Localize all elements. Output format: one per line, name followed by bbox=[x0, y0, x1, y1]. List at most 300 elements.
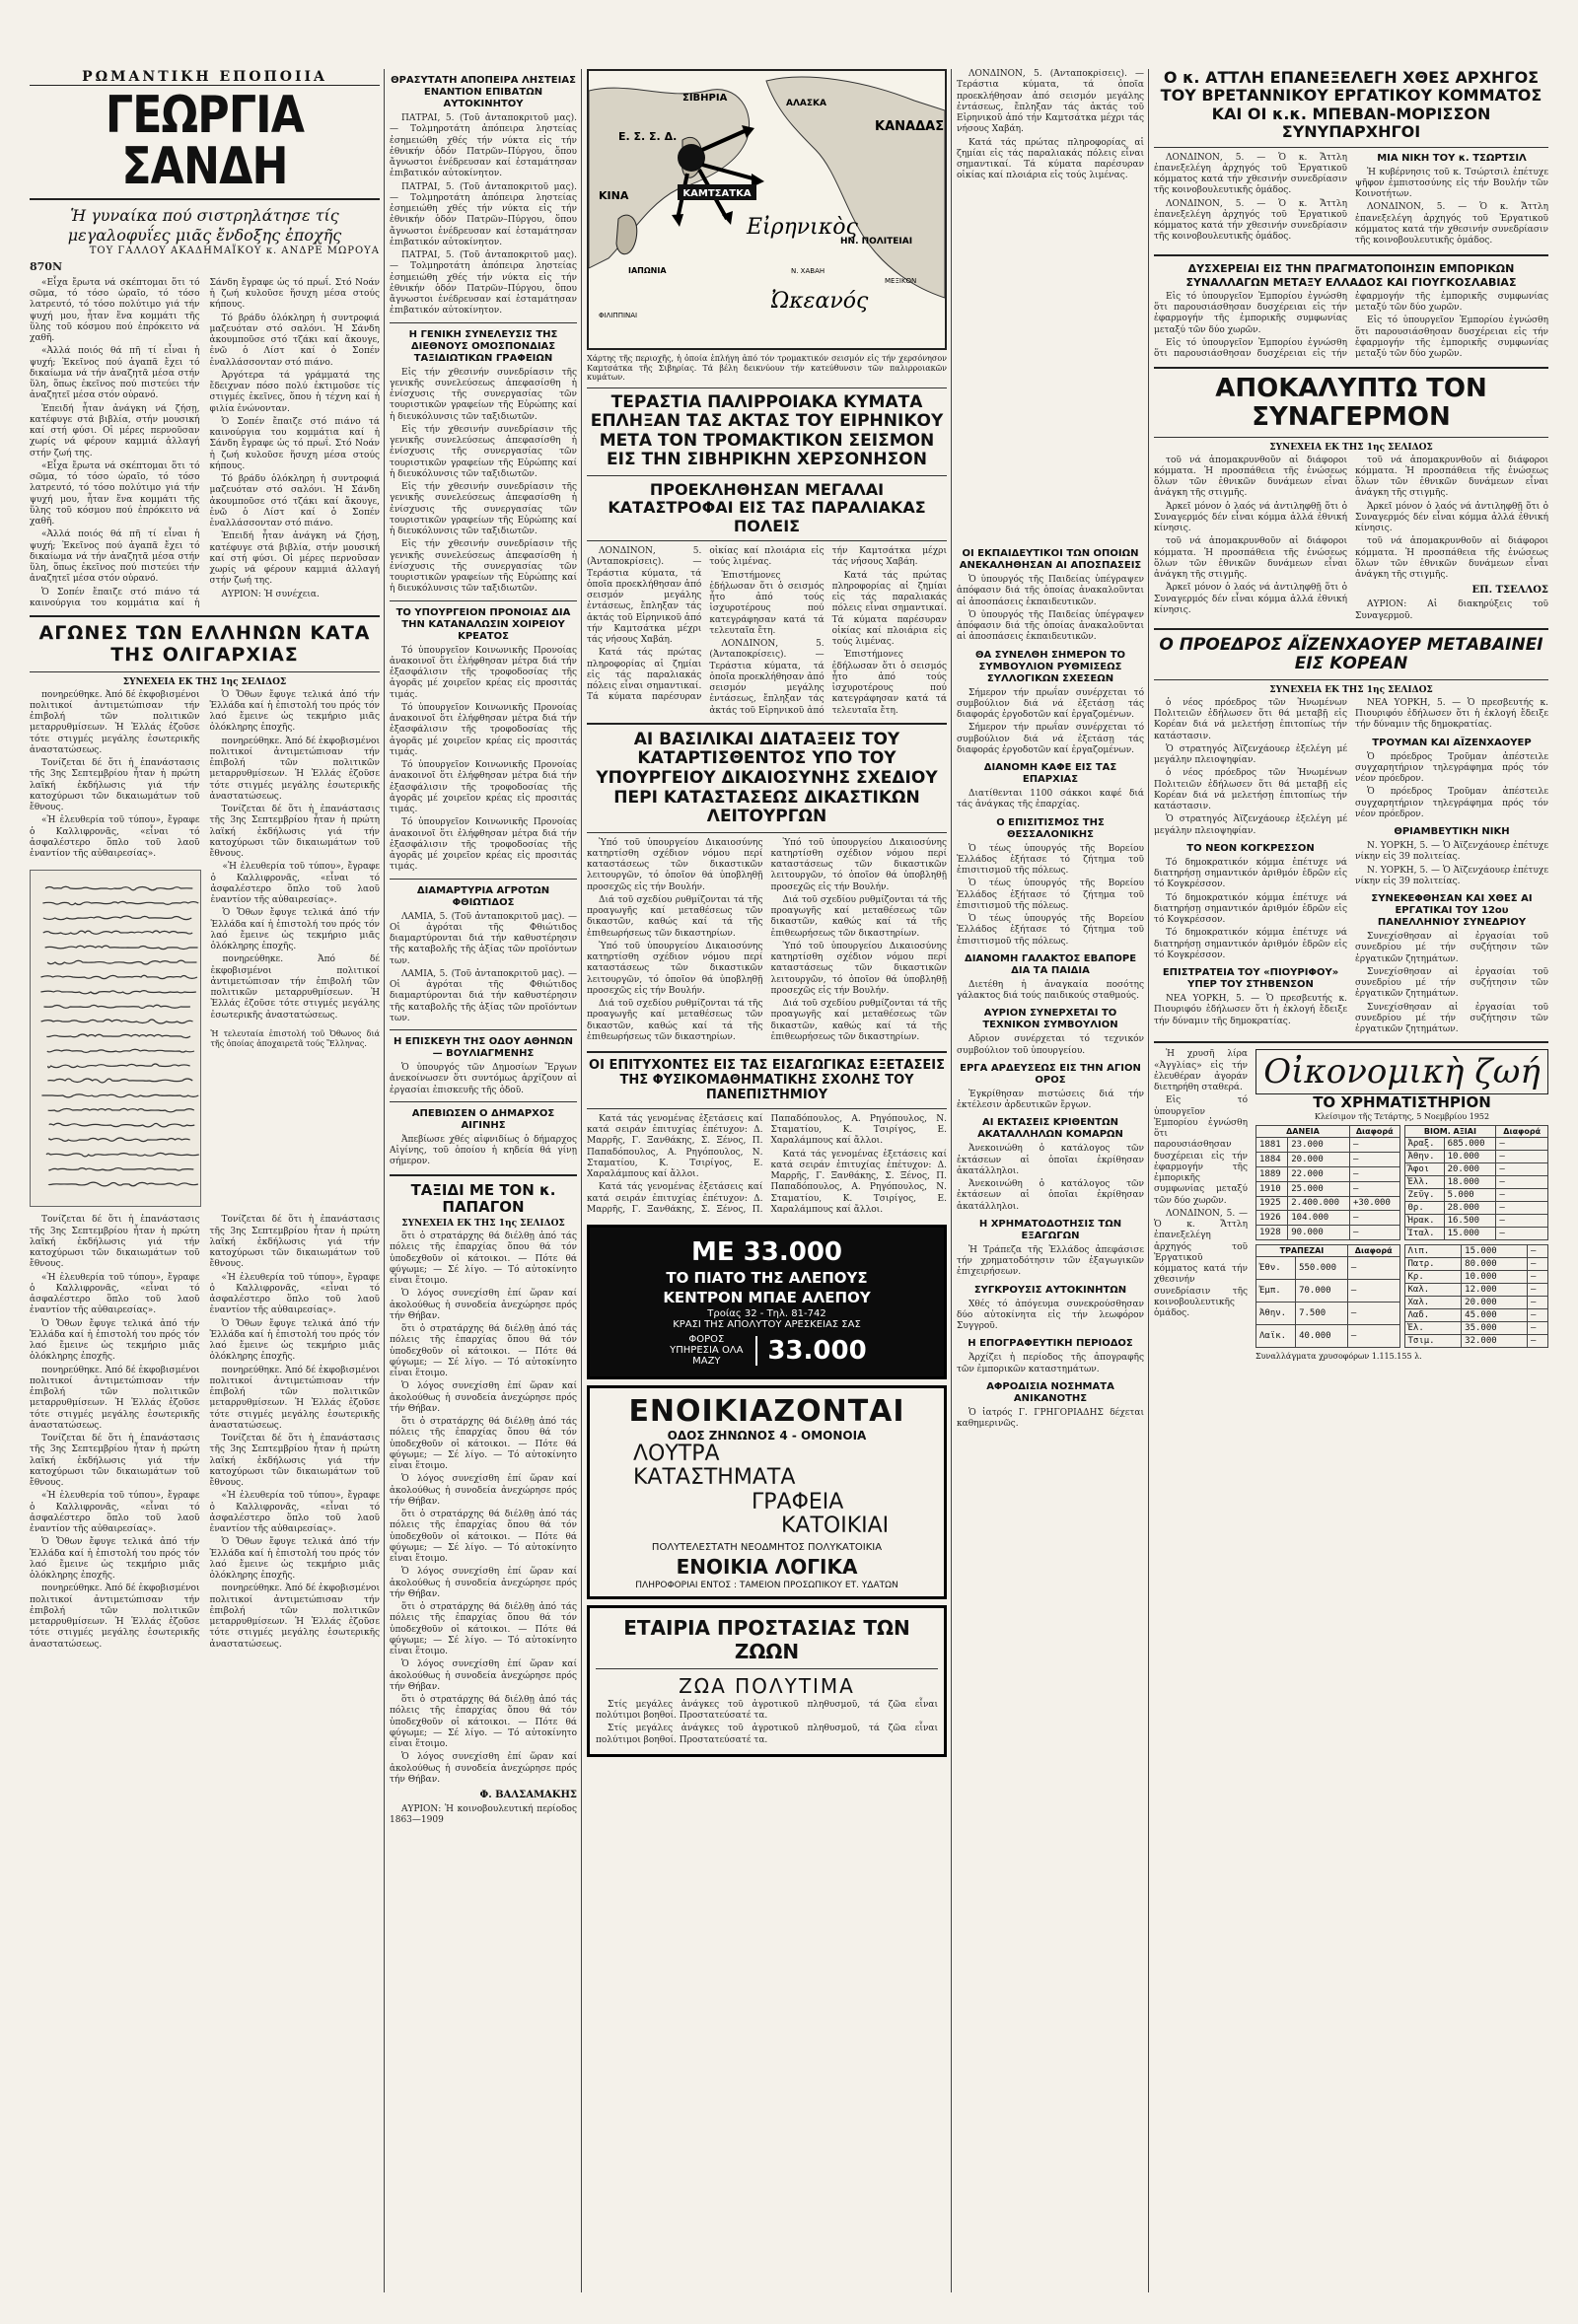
economy-tables bbox=[1255, 1125, 1548, 1240]
eisenhower-headline: Ο ΠΡΟΕΔΡΟΣ ΑΪΖΕΝΧΑΟΥΕΡ ΜΕΤΑΒΑΙΝΕΙ ΕΙΣ ΚΟΡΕΑΝ bbox=[1159, 634, 1543, 674]
bank-row bbox=[1256, 1303, 1400, 1325]
eisenhower-continued: ΣΥΝΕΧΕΙΑ ΕΚ ΤΗΣ 1ης ΣΕΛΙΔΟΣ bbox=[1269, 684, 1433, 695]
economy-section bbox=[1154, 1049, 1548, 1361]
facsimile-caption: Ἡ τελευταία ἐπιστολή τοῦ Ὀθωνος διά τῆς ὁποίας ἀποχαιρετᾶ τούς Ἕλληνας. bbox=[210, 1028, 380, 1048]
oligarchy-paragraph: Ὁ Ὄθων ἔφυγε τελικά ἀπό τήν Ἑλλάδα καί ἡ ἐπιστολή του πρός τόν λαό ἔμεινε ὡς τεκμήριο μιᾶς ὁλόκληρης ἐποχῆς. bbox=[209, 689, 380, 734]
share-cell: 35.000 bbox=[1462, 1322, 1528, 1335]
exams-text bbox=[587, 1114, 947, 1217]
share-cell: Θρ. bbox=[1404, 1202, 1444, 1215]
supply-headline: Ο ΕΠΙΣΙΤΙΣΜΟΣ ΤΗΣ ΘΕΣΣΑΛΟΝΙΚΗΣ bbox=[996, 816, 1105, 840]
alarm-paragraph: Ἀρκεῖ μόνον ὁ λαός νά ἀντιληφθῇ ὅτι ὁ Συναγερμός δέν εἶναι κόμμα ἀλλά ἐθνική κίνησις. bbox=[1154, 501, 1347, 533]
share-cell: — bbox=[1496, 1202, 1548, 1215]
coffee-headline: ΔΙΑΝΟΜΗ ΚΑΦΕ ΕΙΣ ΤΑΣ ΕΠΑΡΧΙΑΣ bbox=[983, 762, 1117, 785]
column-news-1 bbox=[390, 69, 577, 2292]
road-text: Ὁ ὑπουργός τῶν Δημοσίων Ἔργων ἀνεκοίνωσεν ὅτι συντόμως ἀρχίζουν αἱ ἐργασίαι ἐπισκευῆς τῆς ὁδοῦ. bbox=[390, 1063, 577, 1095]
serial-paragraph: Ὁ Σοπέν ἔπαιζε στό πιάνο τά καινούργια του κομμάτια καί ἡ Σάνδη ἔγραφε ὡς τό πρωΐ. Στό Νοάν ἡ ζωή κυλοῦσε ἥσυχη μέσα στούς κήπους. bbox=[30, 277, 380, 608]
share-row bbox=[1404, 1335, 1548, 1348]
pork-headline: ΤΟ ΥΠΟΥΡΓΕΙΟΝ ΠΡΟΝΟΙΑΣ ΔΙΑ ΤΗΝ ΚΑΤΑΝΑΛΩΣΙΝ ΧΟΙΡΕΙΟΥ ΚΡΕΑΤΟΣ bbox=[395, 606, 571, 642]
share-cell: 80.000 bbox=[1462, 1258, 1528, 1271]
serial-paragraph: «Εἶχα ἔρωτα νά σκέπτομαι ὅτι τό σῶμα, τό τόσο ὡραῖο, τό τόσο λατρευτό, τό τόσο πολύτιμο γιά τήν ψυχή μου, ἦταν ἕνα κομμάτι τῆς ὕλης τοῦ κόσμου πού ἐπρόκειτο νά χαθῆ. bbox=[30, 460, 200, 527]
bank-cell: 40.000 bbox=[1296, 1325, 1348, 1348]
share-cell: — bbox=[1527, 1271, 1547, 1284]
bank-cell: — bbox=[1347, 1280, 1399, 1303]
serial-paragraph: Ὁ Σοπέν ἔπαιζε στό πιάνο τά καινούργια του κομμάτια καί ἡ Σάνδη ἔγραφε ὡς τό πρωΐ. Στό Νοάν ἡ ζωή κυλοῦσε ἥσυχη μέσα στούς κήπους. bbox=[209, 416, 380, 471]
quake-paragraph: Ἐπιστήμονες ἐδήλωσαν ὅτι ὁ σεισμός ἦτο ἀπό τούς ἰσχυροτέρους πού κατεγράφησαν κατά τά τελευταῖα ἔτη. bbox=[831, 650, 947, 716]
handwriting-stroke bbox=[45, 887, 192, 891]
congress-text: Τό δημοκρατικόν κόμμα ἐπέτυχε νά διατηρήσῃ σημαντικόν ἀριθμόν ἑδρῶν εἰς τό Κογκρέσσον. bbox=[1154, 892, 1347, 926]
road-headline: Η ΕΠΙΣΚΕΥΗ ΤΗΣ ΟΔΟΥ ΑΘΗΝΩΝ — ΒΟΥΛΙΑΓΜΕΝΗΣ bbox=[393, 1036, 574, 1059]
share-cell: Καλ. bbox=[1404, 1284, 1462, 1297]
papagos-text: ὅτι ὁ στρατάρχης θά διέλθῃ ἀπό τάς πόλεις τῆς ἐπαρχίας ὅπου θά τόν ὑποδεχθοῦν οἱ κάτοικοι. — Πότε θά φύγωμε; — Σέ λίγο. — Τό αὐτοκίνητο εἶναι ἕτοιμο. bbox=[390, 1510, 577, 1564]
economy-box bbox=[1255, 1049, 1548, 1361]
serial-paragraph: Ἐπειδή ἦταν ἀνάγκη νά ζήσῃ, κατέφυγε στά βιβλία, στήν μουσική καί στή φύσι. Οἱ μέρες περνοῦσαν χωρίς νά φέρουν καμμιά ἀλλαγή στήν ζωή της. bbox=[30, 403, 200, 458]
share-row bbox=[1404, 1163, 1548, 1176]
churchill-headline: ΜΙΑ ΝΙΚΗ ΤΟΥ κ. ΤΣΩΡΤΣΙΛ bbox=[1377, 152, 1527, 164]
share-cell: — bbox=[1496, 1138, 1548, 1151]
share-cell: Λαδ. bbox=[1404, 1309, 1462, 1322]
council-headline: ΘΑ ΣΥΝΕΛΘΗ ΣΗΜΕΡΟΝ ΤΟ ΣΥΜΒΟΥΛΙΟΝ ΡΥΘΜΙΣΕΩΣ ΣΥΛΛΟΓΙΚΩΝ ΣΧΕΣΕΩΝ bbox=[974, 649, 1126, 684]
share-row bbox=[1404, 1215, 1548, 1228]
serial-title: ΓΕΩΡΓΙΑ ΣΑΝΔΗ bbox=[105, 86, 305, 196]
share-row bbox=[1404, 1258, 1548, 1271]
attlee-paragraph: ΛΟΝΔΙΝΟΝ, 5. — Ὁ κ. Ἄττλη ἐπανεξελέγη ἀρχηγός τοῦ Ἐργατικοῦ κόμματος κατά τήν χθεσινήν συνεδρίασιν τῆς κοινοβουλευτικῆς ὁμάδος. bbox=[1355, 202, 1548, 246]
shares-table bbox=[1404, 1125, 1549, 1240]
shares-header-diff: Διαφορά bbox=[1496, 1126, 1548, 1138]
handwriting-illustration bbox=[31, 871, 200, 1206]
divider bbox=[390, 1029, 577, 1030]
label-usa: ΗΝ. ΠΟΛΙΤΕΙΑΙ bbox=[840, 237, 913, 246]
congress-text: Τό δημοκρατικόν κόμμα ἐπέτυχε νά διατηρήσῃ σημαντικόν ἀριθμόν ἑδρῶν εἰς τό Κογκρέσσον. bbox=[1154, 857, 1347, 890]
loan-cell: 1926 bbox=[1256, 1211, 1288, 1226]
eisenhower-text bbox=[1154, 698, 1548, 1036]
share-cell: Ἰταλ. bbox=[1404, 1228, 1444, 1240]
robbery-text: ΠΑΤΡΑΙ, 5. (Τοῦ ἀνταποκριτοῦ μας). — Τολμηροτάτη ἀπόπειρα ληστείας ἐσημειώθη χθές τήν νύκτα εἰς τήν ἐθνικήν ὁδόν Πατρῶν–Πύργου, ὅπου ἄγνωστοι ἐνέδρευσαν καί ἐσταμάτησαν ἐπιβατικόν αὐτοκίνητον. bbox=[390, 181, 577, 247]
loan-cell: 1881 bbox=[1256, 1138, 1288, 1153]
share-cell: Πατρ. bbox=[1404, 1258, 1462, 1271]
share-cell: Ζεῦγ. bbox=[1404, 1189, 1444, 1202]
share-cell: Τσιμ. bbox=[1404, 1335, 1462, 1348]
alarm-continued: ΣΥΝΕΧΕΙΑ ΕΚ ΤΗΣ 1ης ΣΕΛΙΔΟΣ bbox=[1269, 442, 1433, 453]
loan-row bbox=[1256, 1166, 1400, 1181]
serial-byline: ΤΟΥ ΓΑΛΛΟΥ ΑΚΑΔΗΜΑΪΚΟΥ κ. ΑΝΔΡΕ ΜΩΡΟΥΑ bbox=[89, 246, 380, 256]
handwriting-stroke bbox=[45, 947, 198, 951]
loan-cell: +30.000 bbox=[1349, 1196, 1399, 1211]
teachers-text: Ὁ ὑπουργός τῆς Παιδείας ὑπέγραψεν ἀπόφασιν διά τῆς ὁποίας ἀνακαλοῦνται αἱ ἀποσπάσεις ἐκπαιδευτικῶν. bbox=[957, 609, 1144, 643]
quake-epicenter bbox=[678, 144, 705, 172]
share-row bbox=[1404, 1151, 1548, 1163]
oligarchy-paragraph: Τονίζεται δέ ὅτι ἡ ἐπανάστασις τῆς 3ης Σεπτεμβρίου ἦταν ἡ πρώτη λαϊκή ἐκδήλωσις γιά τήν κατοχύρωσι τῶν δικαιωμάτων τοῦ ἔθνους. bbox=[30, 1215, 200, 1270]
papagos-text: Ὁ λόγος συνεχίσθη ἐπί ὥραν καί ἀκολούθως ἡ συνοδεία ἀνεχώρησε πρός τήν Θήβαν. bbox=[390, 1289, 577, 1321]
divider bbox=[1154, 1041, 1548, 1043]
bank-cell: Ἐθν. bbox=[1256, 1257, 1296, 1280]
loan-row bbox=[1256, 1211, 1400, 1226]
papagos-text: ὅτι ὁ στρατάρχης θά διέλθῃ ἀπό τάς πόλεις τῆς ἐπαρχίας ὅπου θά τόν ὑποδεχθοῦν οἱ κάτοικοι. — Πότε θά φύγωμε; — Σέ λίγο. — Τό αὐτοκίνητο εἶναι ἕτοιμο. bbox=[390, 1324, 577, 1378]
divider bbox=[587, 387, 947, 388]
handwriting-stroke bbox=[47, 1079, 192, 1083]
handwriting-stroke bbox=[46, 1154, 199, 1158]
fox-ad-line: ΚΕΝΤΡΟΝ ΜΠΑΕ ΑΛΕΠΟΥ bbox=[663, 1289, 871, 1307]
supply-text: Ὁ τέως ὑπουργός τῆς Βορείου Ἑλλάδος ἐξήτασε τό ζήτημα τοῦ ἐπισιτισμοῦ τῆς πόλεως. bbox=[957, 843, 1144, 876]
label-philippines: ΦΙΛΙΠΠΙΝΑΙ bbox=[599, 312, 638, 319]
crash-headline: ΣΥΓΚΡΟΥΣΙΣ ΑΥΤΟΚΙΝΗΤΩΝ bbox=[973, 1284, 1127, 1296]
share-cell: 18.000 bbox=[1444, 1176, 1496, 1189]
attlee-text bbox=[1154, 153, 1548, 249]
share-row bbox=[1404, 1138, 1548, 1151]
travel-text: Εἰς τήν χθεσινήν συνεδρίασιν τῆς γενικῆς συνελεύσεως ἀπεφασίσθη ἡ ἐνίσχυσις τῆς συνεργασίας τῶν τουριστικῶν γραφείων τῆς Εὐρώπης καί ἡ διευκόλυνσις τῶν ταξιδιωτῶν. bbox=[390, 367, 577, 422]
bank-row bbox=[1256, 1257, 1400, 1280]
supply-text: Ὁ τέως ὑπουργός τῆς Βορείου Ἑλλάδος ἐξήτασε τό ζήτημα τοῦ ἐπισιτισμοῦ τῆς πόλεως. bbox=[957, 879, 1144, 911]
papagos-text: Ὁ λόγος συνεχίσθη ἐπί ὥραν καί ἀκολούθως ἡ συνοδεία ἀνεχώρησε πρός τήν Θήβαν. bbox=[390, 1381, 577, 1414]
council-text: Σήμερον τήν πρωΐαν συνέρχεται τό συμβούλιον διά νά ἐξετάσῃ τάς διαφοράς ἐργοδοτῶν καί ἐργαζομένων. bbox=[957, 687, 1144, 720]
fox-ad-bottom bbox=[598, 1334, 936, 1367]
divider bbox=[587, 832, 947, 833]
economy-tables-2 bbox=[1255, 1244, 1548, 1348]
eisenhower-paragraph: Ὁ στρατηγός Ἀϊζενχάουερ ἐξελέγη μέ μεγάλην πλειοψηφίαν. bbox=[1154, 814, 1347, 836]
share-cell: Ἀθην. bbox=[1404, 1151, 1444, 1163]
rent-ad-list bbox=[594, 1443, 940, 1538]
handwriting-stroke bbox=[43, 931, 192, 935]
churchill-text: Ἡ κυβέρνησις τοῦ κ. Τσώρτσιλ ἐπέτυχε ψῆφον ἐμπιστοσύνης εἰς τήν Βουλήν τῶν Κοινοτήτων. bbox=[1355, 167, 1548, 200]
quake-paragraph: ΛΟΝΔΙΝΟΝ, 5. (Ἀνταποκρίσεις). — Τεράστια κύματα, τά ὁποῖα προεκλήθησαν ἀπό σεισμόν μεγάλης ἐντάσεως, ἔπληξαν τάς ἀκτάς τοῦ Εἰρηνικοῦ ἀπό τήν Καμτσάτκα μέχρι τάς νήσους Χαβάη. bbox=[957, 69, 1144, 135]
column-serial bbox=[30, 69, 380, 2292]
facsimile-row bbox=[30, 862, 380, 1215]
oligarchy-paragraph: «Ἡ ἐλευθερία τοῦ τύπου», ἔγραφε ὁ Καλλιφρονᾶς, «εἶναι τό ἀσφαλέστερο ὅπλο τοῦ λαοῦ ἐναντίον τῆς αὐθαιρεσίας». bbox=[210, 862, 380, 906]
handwriting-stroke bbox=[43, 916, 191, 920]
loan-cell: 1928 bbox=[1256, 1226, 1288, 1240]
share-cell: 10.000 bbox=[1444, 1151, 1496, 1163]
share-cell: 12.000 bbox=[1462, 1284, 1528, 1297]
loan-cell: 2.400.000 bbox=[1288, 1196, 1350, 1211]
decrees-paragraph: Διά τοῦ σχεδίου ρυθμίζονται τά τῆς προαγωγῆς καί μεταθέσεως τῶν δικαστῶν, καθώς καί τά τῆς ἐπιθεωρήσεως τῶν δικαστηρίων. bbox=[587, 894, 763, 939]
handwriting-stroke bbox=[48, 1183, 198, 1187]
column-main bbox=[587, 69, 947, 2292]
oligarchy-headline: ΑΓΩΝΕΣ ΤΩΝ ΕΛΛΗΝΩΝ ΚΑΤΑ ΤΗΣ ΟΛΙΓΑΡΧΙΑΣ bbox=[38, 622, 371, 666]
share-cell: 16.500 bbox=[1444, 1215, 1496, 1228]
share-row bbox=[1404, 1202, 1548, 1215]
serial-chapter: 870Ν bbox=[30, 260, 63, 273]
robbery-text: ΠΑΤΡΑΙ, 5. (Τοῦ ἀνταποκριτοῦ μας). — Τολμηροτάτη ἀπόπειρα ληστείας ἐσημειώθη χθές τήν νύκτα εἰς τήν ἐθνικήν ὁδόν Πατρῶν–Πύργου, ὅπου ἄγνωστοι ἐνέδρευσαν καί ἐσταμάτησαν ἐπιβατικόν αὐτοκίνητον. bbox=[390, 250, 577, 317]
papagos-tomorrow: ΑΥΡΙΟΝ: Ἡ κοινοβουλευτική περίοδος 1863—1909 bbox=[390, 1804, 577, 1826]
oligarchy-paragraph: Τονίζεται δέ ὅτι ἡ ἐπανάστασις τῆς 3ης Σεπτεμβρίου ἦταν ἡ πρώτη λαϊκή ἐκδήλωσις γιά τήν κατοχύρωσι τῶν δικαιωμάτων τοῦ ἔθνους. bbox=[209, 1215, 380, 1270]
banks-header-diff: Διαφορά bbox=[1347, 1245, 1399, 1257]
loans-header-row bbox=[1256, 1126, 1400, 1138]
divider bbox=[1154, 254, 1548, 256]
oligarchy-paragraph: «Ἡ ἐλευθερία τοῦ τύπου», ἔγραφε ὁ Καλλιφρονᾶς, «εἶναι τό ἀσφαλέστερο ὅπλο τοῦ λαοῦ ἐναντίον τῆς αὐθαιρεσίας». bbox=[30, 815, 200, 860]
handwriting-stroke bbox=[49, 1168, 193, 1171]
oligarchy-paragraph: πονηρεύθηκε. Ἀπό δέ ἐκφοβισμένοι πολιτικοί ἀντιμετώπισαν τήν ἐπιβολή τῶν πολιτικῶν μεταρρυθμίσεων. Ἡ Ἑλλάς ἐζοῦσε τότε στιγμές μεγάλης ἐσωτερικῆς ἀναστατώσεως. bbox=[210, 954, 380, 1021]
milk-text: Διετέθη ἡ ἀναγκαία ποσότης γάλακτος διά τούς παιδικούς σταθμούς. bbox=[957, 979, 1144, 1001]
supply-text: Ὁ τέως ὑπουργός τῆς Βορείου Ἑλλάδος ἐξήτασε τό ζήτημα τοῦ ἐπισιτισμοῦ τῆς πόλεως. bbox=[957, 914, 1144, 947]
share-row bbox=[1404, 1309, 1548, 1322]
loan-row bbox=[1256, 1226, 1400, 1240]
alarm-tomorrow: ΑΥΡΙΟΝ: Αἱ διακηρύξεις τοῦ Συναγερμοῦ. bbox=[1355, 599, 1548, 621]
share-row bbox=[1404, 1228, 1548, 1240]
attlee-paragraph: ΛΟΝΔΙΝΟΝ, 5. — Ὁ κ. Ἄττλη ἐπανεξελέγη ἀρχηγός τοῦ Ἐργατικοῦ κόμματος κατά τήν χθεσινήν συνεδρίασιν τῆς κοινοβουλευτικῆς ὁμάδος. bbox=[1154, 152, 1347, 196]
share-cell: — bbox=[1527, 1309, 1547, 1322]
label-kamchatka: ΚΑΜΤΣΑΤΚΑ bbox=[682, 188, 752, 199]
fox-ad-line: ΤΟ ΠΙΑΤΟ ΤΗΣ ΑΛΕΠΟΥΣ bbox=[666, 1269, 868, 1288]
fox-ad-service: ΦΟΡΟΣ ΥΠΗΡΕΣΙΑ ΟΛΑ ΜΑΖΥ bbox=[670, 1334, 744, 1368]
bank-cell: — bbox=[1347, 1257, 1399, 1280]
oligarchy-continued: ΣΥΝΕΧΕΙΑ ΕΚ ΤΗΣ 1ης ΣΕΛΙΔΟΣ bbox=[122, 676, 287, 687]
loan-cell: 20.000 bbox=[1288, 1153, 1350, 1167]
label-ussr: Ε. Σ. Σ. Δ. bbox=[618, 130, 678, 143]
oligarchy-paragraph: Ὁ Ὄθων ἔφυγε τελικά ἀπό τήν Ἑλλάδα καί ἡ ἐπιστολή του πρός τόν λαό ἔμεινε ὡς τεκμήριο μιᾶς ὁλόκληρης ἐποχῆς. bbox=[209, 1537, 380, 1582]
rent-ad-contact: ΠΛΗΡΟΦΟΡΙΑΙ ΕΝΤΟΣ : ΤΑΜΕΙΟΝ ΠΡΟΣΩΠΙΚΟΥ ΕΤ. ΥΔΑΤΩΝ bbox=[635, 1580, 898, 1590]
share-cell: Λιπ. bbox=[1404, 1245, 1462, 1258]
labour-congress-headline: ΣΥΝΕΚΕΦΘΗΣΑΝ ΚΑΙ ΧΘΕΣ ΑΙ ΕΡΓΑΤΙΚΑΙ ΤΟΥ 12ου ΠΑΝΕΛΛΗΝΙΟΥ ΣΥΝΕΔΡΙΟΥ bbox=[1371, 893, 1533, 929]
oligarchy-paragraph: «Ἡ ἐλευθερία τοῦ τύπου», ἔγραφε ὁ Καλλιφρονᾶς, «εἶναι τό ἀσφαλέστερο ὅπλο τοῦ λαοῦ ἐναντίον τῆς αὐθαιρεσίας». bbox=[209, 1491, 380, 1535]
loans-table bbox=[1255, 1125, 1400, 1240]
exams-paragraph: Κατά τάς γενομένας ἐξετάσεις καί κατά σειράν ἐπιτυχίας ἐπέτυχον: Δ. Μαρρῆς, Γ. Ξανθάκης, Σ. Ξένος, Π. Παπαδόπουλος, Α. Ρηγόπουλος, Ν. Σταματίου, Κ. Τσιρίγος, Ε. Χαραλάμπους καί ἄλλοι. bbox=[770, 1149, 947, 1215]
rent-ad-address: ΟΔΟΣ ΖΗΝΩΝΟΣ 4 - ΟΜΟΝΟΙΑ bbox=[667, 1429, 867, 1444]
doctor-headline: ΑΦΡΟΔΙΣΙΑ ΝΟΣΗΜΑΤΑ ΑΝΙΚΑΝΟΤΗΣ bbox=[986, 1380, 1114, 1404]
exports-headline: Η ΧΡΗΜΑΤΟΔΟΤΗΣΙΣ ΤΩΝ ΕΞΑΓΩΓΩΝ bbox=[978, 1218, 1122, 1241]
economy-side-text bbox=[1154, 1049, 1248, 1361]
oligarchy-paragraph: Τονίζεται δέ ὅτι ἡ ἐπανάστασις τῆς 3ης Σεπτεμβρίου ἦταν ἡ πρώτη λαϊκή ἐκδήλωσις γιά τήν κατοχύρωσι τῶν δικαιωμάτων τοῦ ἔθνους. bbox=[209, 1434, 380, 1489]
divider bbox=[30, 615, 380, 617]
trade-text bbox=[1154, 292, 1548, 362]
bank-cell: Λαϊκ. bbox=[1256, 1325, 1296, 1348]
share-row bbox=[1404, 1189, 1548, 1202]
animal-protection-ad bbox=[587, 1605, 947, 1757]
handwriting-stroke bbox=[47, 961, 196, 965]
facsimile-side bbox=[211, 862, 381, 1215]
share-row bbox=[1404, 1322, 1548, 1335]
pacific-map-drawing bbox=[589, 71, 945, 348]
label-japan: ΙΑΠΩΝΙΑ bbox=[628, 266, 667, 275]
trade-headline: ΔΥΣΧΕΡΕΙΑΙ ΕΙΣ ΤΗΝ ΠΡΑΓΜΑΤΟΠΟΙΗΣΙΝ ΕΜΠΟΡΙΚΩΝ ΣΥΝΑΛΛΑΓΩΝ ΜΕΤΑΞΥ ΕΛΛΑΔΟΣ ΚΑΙ ΓΙΟΥΓΚΟΣΛΑΒΙΑΣ bbox=[1185, 262, 1517, 289]
loans-header-diff: Διαφορά bbox=[1349, 1126, 1399, 1138]
handwriting-stroke bbox=[40, 976, 196, 979]
bank-row bbox=[1256, 1280, 1400, 1303]
papagos-text: Ὁ λόγος συνεχίσθη ἐπί ὥραν καί ἀκολούθως ἡ συνοδεία ἀνεχώρησε πρός τήν Θήβαν. bbox=[390, 1474, 577, 1507]
handwriting-stroke bbox=[43, 1006, 189, 1009]
alarm-paragraph: Ἀρκεῖ μόνον ὁ λαός νά ἀντιληφθῇ ὅτι ὁ Συναγερμός δέν εἶναι κόμμα ἀλλά ἐθνική κίνησις. bbox=[1154, 583, 1347, 615]
handwriting-stroke bbox=[40, 991, 195, 994]
share-row bbox=[1404, 1271, 1548, 1284]
share-cell: Ἐλ. bbox=[1404, 1322, 1462, 1335]
pork-text: Τό ὑπουργεῖον Κοινωνικῆς Προνοίας ἀνακοινοῖ ὅτι ἐλήφθησαν μέτρα διά τήν ἐξασφάλισιν τῆς τροφοδοσίας τῆς ἀγορᾶς μέ χοιρεῖον κρέας εἰς προσιτάς τιμάς. bbox=[390, 645, 577, 700]
decrees-headline: ΑΙ ΒΑΣΙΛΙΚΑΙ ΔΙΑΤΑΞΕΙΣ ΤΟΥ ΚΑΤΑΡΤΙΣΘΕΝΤΟΣ ΥΠΟ ΤΟΥ ΥΠΟΥΡΓΕΙΟΥ ΔΙΚΑΙΟΣΥΝΗΣ ΣΧΕΔΙΟΥ ΠΕΡΙ ΚΑΤΑΣΤΑΣΕΩΣ ΔΙΚΑΣΤΙΚΩΝ ΛΕΙΤΟΥΡΓΩΝ bbox=[596, 729, 938, 827]
decrees-paragraph: Διά τοῦ σχεδίου ρυθμίζονται τά τῆς προαγωγῆς καί μεταθέσεως τῶν δικαστῶν, καθώς καί τά τῆς ἐπιθεωρήσεως τῶν δικαστηρίων. bbox=[770, 894, 947, 939]
council-text: Σήμερον τήν πρωΐαν συνέρχεται τό συμβούλιον διά νά ἐξετάσῃ τάς διαφοράς ἐργοδοτῶν καί ἐργαζομένων. bbox=[957, 723, 1144, 755]
economy-total: Συναλλάγματα χρυσοφόρων 1.115.155 λ. bbox=[1255, 1352, 1422, 1362]
oligarchy-paragraph: πονηρεύθηκε. Ἀπό δέ ἐκφοβισμένοι πολιτικοί ἀντιμετώπισαν τήν ἐπιβολή τῶν πολιτικῶν μεταρρυθμίσεων. Ἡ Ἑλλάς ἐζοῦσε τότε στιγμές μεγάλης ἐσωτερικῆς ἀναστατώσεως. bbox=[30, 1584, 200, 1650]
serial-paragraph: «Ἀλλά ποιός θά πῆ τί εἶναι ἡ ψυχή; Ἐκεῖνος πού ἀγαπᾶ ἔχει τό δικαίωμα νά τήν ἀναζητᾶ μέσα στήν ὕλη, ὅπως ἐκεῖνος πού πιστεύει τήν ἀναζητεῖ μέσα στόν οὐρανό. bbox=[30, 529, 200, 585]
label-alaska: ΑΛΑΣΚΑ bbox=[786, 99, 826, 108]
rent-ad-item: ΓΡΑΦΕΙΑ bbox=[752, 1489, 844, 1514]
pork-text: Τό ὑπουργεῖον Κοινωνικῆς Προνοίας ἀνακοινοῖ ὅτι ἐλήφθησαν μέτρα διά τήν ἐξασφάλισιν τῆς τροφοδοσίας τῆς ἀγορᾶς μέ χοιρεῖον κρέας εἰς προσιτάς τιμάς. bbox=[390, 702, 577, 757]
land-text: Ἀνεκοινώθη ὁ κατάλογος τῶν ἐκτάσεων αἱ ὁποῖαι ἐκρίθησαν ἀκατάλληλοι. bbox=[957, 1179, 1144, 1212]
divider bbox=[587, 540, 947, 541]
col4-upper-spacer bbox=[957, 69, 1144, 542]
banks-header: ΤΡΑΠΕΖΑΙ bbox=[1256, 1245, 1348, 1257]
fox-ad-body bbox=[590, 1228, 944, 1376]
trade-paragraph: Εἰς τό ὑπουργεῖον Ἐμπορίου ἐγνώσθη ὅτι παρουσιάσθησαν δυσχέρειαι εἰς τήν ἐφαρμογήν τῆς ἐμπορικῆς συμφωνίας μεταξύ τῶν δύο χωρῶν. bbox=[1154, 291, 1548, 360]
letter-facsimile bbox=[30, 870, 201, 1207]
share-cell: — bbox=[1496, 1215, 1548, 1228]
rent-ad-item: ΛΟΥΤΡΑ bbox=[633, 1442, 720, 1467]
travel-text: Εἰς τήν χθεσινήν συνεδρίασιν τῆς γενικῆς συνελεύσεως ἀπεφασίσθη ἡ ἐνίσχυσις τῆς συνεργασίας τῶν τουριστικῶν γραφείων τῆς Εὐρώπης καί ἡ διευκόλυνσις τῶν ταξιδιωτῶν. bbox=[390, 482, 577, 536]
trade-paragraph: Εἰς τό ὑπουργεῖον Ἐμπορίου ἐγνώσθη ὅτι παρουσιάσθησαν δυσχέρειαι εἰς τήν ἐφαρμογήν τῆς ἐμπορικῆς συμφωνίας μεταξύ τῶν δύο χωρῶν. bbox=[1154, 1095, 1248, 1206]
serial-paragraph: «Εἶχα ἔρωτα νά σκέπτομαι ὅτι τό σῶμα, τό τόσο ὡραῖο, τό τόσο λατρευτό, τό τόσο πολύτιμο γιά τήν ψυχή μου, ἦταν ἕνα κομμάτι τῆς ὕλης τοῦ κόσμου πού ἐπρόκειτο νά χαθῆ. bbox=[30, 277, 200, 343]
travel-text: Εἰς τήν χθεσινήν συνεδρίασιν τῆς γενικῆς συνελεύσεως ἀπεφασίσθη ἡ ἐνίσχυσις τῆς συνεργασίας τῶν τουριστικῶν γραφείων τῆς Εὐρώπης καί ἡ διευκόλυνσις τῶν ταξιδιωτῶν. bbox=[390, 539, 577, 595]
column-rule bbox=[951, 69, 952, 2292]
irrigation-text: Ἐγκρίθησαν πιστώσεις διά τήν ἐκτέλεσιν ἀρδευτικῶν ἔργων. bbox=[957, 1089, 1144, 1110]
divider bbox=[30, 671, 380, 672]
share-cell: — bbox=[1496, 1151, 1548, 1163]
decrees-paragraph: Ὑπό τοῦ ὑπουργείου Δικαιοσύνης κατηρτίσθη σχέδιον νόμου περί καταστάσεως τῶν δικαστικῶν λειτουργῶν, τό ὁποῖον θά ὑποβληθῇ προσεχῶς εἰς τήν Βουλήν. bbox=[587, 941, 763, 996]
rent-ad-title: ΕΝΟΙΚΙΑΖΟΝΤΑΙ bbox=[628, 1394, 905, 1430]
decrees-text bbox=[587, 838, 947, 1046]
rent-ad-item: ΚΑΤΟΙΚΙΑΙ bbox=[781, 1513, 890, 1538]
oligarchy-paragraph: Ὁ Ὄθων ἔφυγε τελικά ἀπό τήν Ἑλλάδα καί ἡ ἐπιστολή του πρός τόν λαό ἔμεινε ὡς τεκμήριο μιᾶς ὁλόκληρης ἐποχῆς. bbox=[210, 908, 380, 952]
label-siberia: ΣΙΒΗΡΙΑ bbox=[682, 93, 728, 104]
alarm-text bbox=[1154, 456, 1548, 622]
fox-ad-wine: ΚΡΑΣΙ ΤΗΣ ΑΠΟΛΥΤΟΥ ΑΡΕΣΚΕΙΑΣ ΣΑΣ bbox=[673, 1319, 861, 1331]
bank-cell: — bbox=[1347, 1303, 1399, 1325]
divider bbox=[587, 1051, 947, 1053]
alarm-signature: ΕΠ. ΤΣΕΛΛΟΣ bbox=[1471, 585, 1548, 597]
quake-headline: ΤΕΡΑΣΤΙΑ ΠΑΛΙΡΡΟΙΑΚΑ ΚΥΜΑΤΑ ΕΠΛΗΞΑΝ ΤΑΣ ΑΚΤΑΣ ΤΟΥ ΕΙΡΗΝΙΚΟΥ ΜΕΤΑ ΤΟΝ ΤΡΟΜΑΚΤΙΚΟΝ ΣΕΙΣΜΟΝ ΕΙΣ ΤΗΝ ΣΙΒΗΡΙΚΗΝ ΧΕΡΣΟΝΗΣΟΝ bbox=[590, 391, 944, 470]
decrees-paragraph: Διά τοῦ σχεδίου ρυθμίζονται τά τῆς προαγωγῆς καί μεταθέσεως τῶν δικαστῶν, καθώς καί τά τῆς ἐπιθεωρήσεως τῶν δικαστηρίων. bbox=[587, 999, 763, 1042]
oligarchy-paragraph: Ὁ Ὄθων ἔφυγε τελικά ἀπό τήν Ἑλλάδα καί ἡ ἐπιστολή του πρός τόν λαό ἔμεινε ὡς τεκμήριο μιᾶς ὁλόκληρης ἐποχῆς. bbox=[209, 1318, 380, 1363]
labour-congress-text: Συνεχίσθησαν αἱ ἐργασίαι τοῦ συνεδρίου μέ τήν συζήτησιν τῶν ἐργατικῶν ζητημάτων. bbox=[1355, 932, 1548, 964]
bank-cell: 7.500 bbox=[1296, 1303, 1348, 1325]
share-cell: 20.000 bbox=[1462, 1297, 1528, 1309]
banks-header-row bbox=[1256, 1245, 1400, 1257]
label-canada: ΚΑΝΑΔΑΣ bbox=[875, 119, 945, 134]
victory-text: Ν. ΥΟΡΚΗ, 5. — Ὁ Ἀϊζενχάουερ ἐπέτυχε νίκην εἰς 39 πολιτείας. bbox=[1355, 865, 1548, 886]
label-ocean: Ὠκεανός bbox=[771, 289, 869, 314]
mayor-headline: ΑΠΕΒΙΩΣΕΝ Ο ΔΗΜΑΡΧΟΣ ΑΙΓΙΝΗΣ bbox=[411, 1107, 555, 1131]
loan-row bbox=[1256, 1196, 1400, 1211]
quake-subhead: ΠΡΟΕΚΛΗΘΗΣΑΝ ΜΕΓΑΛΑΙ ΚΑΤΑΣΤΡΟΦΑΙ ΕΙΣ ΤΑΣ ΠΑΡΑΛΙΑΚΑΣ ΠΟΛΕΙΣ bbox=[608, 479, 926, 535]
stock-exchange-title: ΤΟ ΧΡΗΜΑΤΙΣΤΗΡΙΟΝ bbox=[1313, 1093, 1491, 1112]
serial-text bbox=[30, 278, 380, 609]
serial-paragraph: Ἀργότερα τά γράμματά της ἔδειχναν πόσο πολύ ἐκτιμοῦσε τίς στιγμές ἐκεῖνες, ὅπου ἡ τέχνη καί ἡ φιλία ἑνώνονταν. bbox=[209, 370, 380, 414]
handwriting-stroke bbox=[49, 1138, 190, 1142]
papagos-text: ὅτι ὁ στρατάρχης θά διέλθῃ ἀπό τάς πόλεις τῆς ἐπαρχίας ὅπου θά τόν ὑποδεχθοῦν οἱ κάτοικοι. — Πότε θά φύγωμε; — Σέ λίγο. — Τό αὐτοκίνητο εἶναι ἕτοιμο. bbox=[390, 1232, 577, 1286]
congress-headline: ΤΟ ΝΕΟΝ ΚΟΓΚΡΕΣΣΟΝ bbox=[1186, 842, 1315, 854]
label-mexico: ΜΕΞΙΚΟΝ bbox=[885, 277, 917, 285]
farmers-text: ΛΑΜΙΑ, 5. (Τοῦ ἀνταποκριτοῦ μας). — Οἱ ἀγρόται τῆς Φθιώτιδος διαμαρτύρονται διά τήν καθυστέρησιν τῆς καταβολῆς τῆς ἀξίας τῶν προϊόντων των. bbox=[390, 968, 577, 1023]
robbery-headline: ΘΡΑΣΥΤΑΤΗ ΑΠΟΠΕΙΡΑ ΛΗΣΤΕΙΑΣ ΕΝΑΝΤΙΟΝ ΕΠΙΒΑΤΩΝ ΑΥΤΟΚΙΝΗΤΟΥ bbox=[391, 75, 576, 109]
oligarchy-paragraph: πονηρεύθηκε. Ἀπό δέ ἐκφοβισμένοι πολιτικοί ἀντιμετώπισαν τήν ἐπιβολή τῶν πολιτικῶν μεταρρυθμίσεων. Ἡ Ἑλλάς ἐζοῦσε τότε στιγμές μεγάλης ἐσωτερικῆς ἀναστατώσεως. bbox=[209, 736, 380, 802]
animal-ad-text: Στίς μεγάλες ἀνάγκες τοῦ ἀγροτικοῦ πληθυσμοῦ, τά ζῶα εἶναι πολύτιμοι βοηθοί. Προστατεύσατέ τα. bbox=[596, 1724, 938, 1745]
share-cell: — bbox=[1527, 1335, 1547, 1348]
divider bbox=[390, 600, 577, 601]
loan-cell: 1910 bbox=[1256, 1181, 1288, 1196]
share-row bbox=[1404, 1284, 1548, 1297]
loan-cell: — bbox=[1349, 1211, 1399, 1226]
fox-ad-price-line bbox=[598, 1237, 936, 1267]
papagos-text: ὅτι ὁ στρατάρχης θά διέλθῃ ἀπό τάς πόλεις τῆς ἐπαρχίας ὅπου θά τόν ὑποδεχθοῦν οἱ κάτοικοι. — Πότε θά φύγωμε; — Σέ λίγο. — Τό αὐτοκίνητο εἶναι ἕτοιμο. bbox=[390, 1695, 577, 1749]
shares-header: ΒΙΟΜ. ΑΞΙΑΙ bbox=[1404, 1126, 1496, 1138]
quake-paragraph: ΛΟΝΔΙΝΟΝ, 5. (Ἀνταποκρίσεις). — Τεράστια κύματα, τά ὁποῖα προεκλήθησαν ἀπό σεισμόν μεγάλης ἐντάσεως, ἔπληξαν τάς ἀκτάς τοῦ Εἰρηνικοῦ ἀπό τήν Καμτσάτκα μέχρι τάς νήσους Χαβάη. bbox=[587, 546, 702, 646]
eisenhower-paragraph: Ὁ στρατηγός Ἀϊζενχάουερ ἐξελέγη μέ μεγάλην πλειοψηφίαν. bbox=[1154, 743, 1347, 766]
share-cell: 685.000 bbox=[1444, 1138, 1496, 1151]
technical-text: Αὔριον συνέρχεται τό τεχνικόν συμβούλιον τοῦ ὑπουργείου. bbox=[957, 1034, 1144, 1056]
oligarchy-paragraph: πονηρεύθηκε. Ἀπό δέ ἐκφοβισμένοι πολιτικοί ἀντιμετώπισαν τήν ἐπιβολή τῶν πολιτικῶν μεταρρυθμίσεων. Ἡ Ἑλλάς ἐζοῦσε τότε στιγμές μεγάλης ἐσωτερικῆς ἀναστατώσεως. bbox=[30, 689, 200, 755]
oligarchy-paragraph: πονηρεύθηκε. Ἀπό δέ ἐκφοβισμένοι πολιτικοί ἀντιμετώπισαν τήν ἐπιβολή τῶν πολιτικῶν μεταρρυθμίσεων. Ἡ Ἑλλάς ἐζοῦσε τότε στιγμές μεγάλης ἐσωτερικῆς ἀναστατώσεως. bbox=[209, 1584, 380, 1650]
quake-paragraph: ΛΟΝΔΙΝΟΝ, 5. (Ἀνταποκρίσεις). — Τεράστια κύματα, τά ὁποῖα προεκλήθησαν ἀπό σεισμόν μεγάλης ἐντάσεως, ἔπληξαν τάς ἀκτάς τοῦ Εἰρηνικοῦ ἀπό τήν Καμτσάτκα μέχρι τάς νήσους Χαβάη. bbox=[709, 546, 947, 716]
attlee-paragraph: ΛΟΝΔΙΝΟΝ, 5. — Ὁ κ. Ἄττλη ἐπανεξελέγη ἀρχηγός τοῦ Ἐργατικοῦ κόμματος κατά τήν χθεσινήν συνεδρίασιν τῆς κοινοβουλευτικῆς ὁμάδος. bbox=[1154, 198, 1347, 243]
oligarchy-paragraph: πονηρεύθηκε. Ἀπό δέ ἐκφοβισμένοι πολιτικοί ἀντιμετώπισαν τήν ἐπιβολή τῶν πολιτικῶν μεταρρυθμίσεων. Ἡ Ἑλλάς ἐζοῦσε τότε στιγμές μεγάλης ἐσωτερικῆς ἀναστατώσεως. bbox=[30, 1365, 200, 1431]
papagos-signature: Φ. ΒΑΛΣΑΜΑΚΗΣ bbox=[479, 1790, 577, 1800]
loan-cell: — bbox=[1349, 1153, 1399, 1167]
share-cell: 15.000 bbox=[1444, 1228, 1496, 1240]
loan-cell: 1889 bbox=[1256, 1166, 1288, 1181]
pacific-map bbox=[587, 69, 947, 350]
animal-ad-title: ΕΤΑΙΡΙΑ ΠΡΟΣΤΑΣΙΑΣ ΤΩΝ ΖΩΩΝ bbox=[623, 1615, 910, 1663]
oligarchy-paragraph: «Ἡ ἐλευθερία τοῦ τύπου», ἔγραφε ὁ Καλλιφρονᾶς, «εἶναι τό ἀσφαλέστερο ὅπλο τοῦ λαοῦ ἐναντίον τῆς αὐθαιρεσίας». bbox=[30, 1272, 200, 1316]
divider bbox=[1154, 147, 1548, 148]
loan-cell: — bbox=[1349, 1226, 1399, 1240]
oligarchy-paragraph: Τονίζεται δέ ὅτι ἡ ἐπανάστασις τῆς 3ης Σεπτεμβρίου ἦταν ἡ πρώτη λαϊκή ἐκδήλωσις γιά τήν κατοχύρωσι τῶν δικαιωμάτων τοῦ ἔθνους. bbox=[209, 805, 380, 860]
truman-headline: ΤΡΟΥΜΑΝ ΚΑΙ ΑΪΖΕΝΧΑΟΥΕΡ bbox=[1372, 737, 1532, 748]
doctor-text: Ὁ ἰατρός Γ. ΓΡΗΓΟΡΙΑΔΗΣ δέχεται καθημερινῶς. bbox=[957, 1407, 1144, 1429]
trade-paragraph: Εἰς τό ὑπουργεῖον Ἐμπορίου ἐγνώσθη ὅτι παρουσιάσθησαν δυσχέρειαι εἰς τήν ἐφαρμογήν τῆς ἐμπορικῆς συμφωνίας μεταξύ τῶν δύο χωρῶν. bbox=[1355, 316, 1548, 360]
bank-cell: Ἀθην. bbox=[1256, 1303, 1296, 1325]
alarm-headline: ΑΠΟΚΑΛΥΠΤΩ ΤΟΝ ΣΥΝΑΓΕΡΜΟΝ bbox=[1215, 374, 1487, 432]
bank-cell: 550.000 bbox=[1296, 1257, 1348, 1280]
share-cell: 5.000 bbox=[1444, 1189, 1496, 1202]
rent-ad-note: ΠΟΛΥΤΕΛΕΣΤΑΤΗ ΝΕΟΔΜΗΤΟΣ ΠΟΛΥΚΑΤΟΙΚΙΑ bbox=[651, 1541, 883, 1553]
share-cell: — bbox=[1527, 1322, 1547, 1335]
loan-cell: — bbox=[1349, 1138, 1399, 1153]
divider bbox=[587, 1108, 947, 1109]
stock-exchange-date: Κλείσιμον τῆς Τετάρτης, 5 Νοεμβρίου 1952 bbox=[1314, 1111, 1490, 1121]
share-row bbox=[1404, 1245, 1548, 1258]
serial-subtitle: Ἡ γυναίκα πού σιστρηλάτησε τίς μεγαλοφυΐες μιᾶς ἔνδοξης ἐποχῆς bbox=[67, 206, 342, 245]
divider bbox=[390, 1174, 577, 1176]
bank-cell: Ἐμπ. bbox=[1256, 1280, 1296, 1303]
pork-text: Τό ὑπουργεῖον Κοινωνικῆς Προνοίας ἀνακοινοῖ ὅτι ἐλήφθησαν μέτρα διά τήν ἐξασφάλισιν τῆς τροφοδοσίας τῆς ἀγορᾶς μέ χοιρεῖον κρέας εἰς προσιτάς τιμάς. bbox=[390, 760, 577, 814]
rent-ad bbox=[587, 1385, 947, 1599]
loan-cell: 1884 bbox=[1256, 1153, 1288, 1167]
eisenhower-paragraph: ὁ νέος πρόεδρος τῶν Ἡνωμένων Πολιτειῶν ἐδήλωσεν ὅτι θά μεταβῇ εἰς Κορέαν διά νά μελετήσῃ ἐπιτοπίως τήν κατάστασιν. bbox=[1154, 768, 1347, 812]
share-cell: 45.000 bbox=[1462, 1309, 1528, 1322]
quake-paragraph: Κατά τάς πρώτας πληροφορίας αἱ ζημίαι εἰς τάς παραλιακάς πόλεις εἶναι σημαντικαί. Τά κύματα παρέσυραν οἰκίας καί πλοιάρια εἰς τούς λιμένας. bbox=[957, 137, 1144, 181]
share-cell: Ἄφοι bbox=[1404, 1163, 1444, 1176]
papagos-text: ὅτι ὁ στρατάρχης θά διέλθῃ ἀπό τάς πόλεις τῆς ἐπαρχίας ὅπου θά τόν ὑποδεχθοῦν οἱ κάτοικοι. — Πότε θά φύγωμε; — Σέ λίγο. — Τό αὐτοκίνητο εἶναι ἕτοιμο. bbox=[390, 1417, 577, 1471]
oligarchy-paragraph: «Ἡ ἐλευθερία τοῦ τύπου», ἔγραφε ὁ Καλλιφρονᾶς, «εἶναι τό ἀσφαλέστερο ὅπλο τοῦ λαοῦ ἐναντίον τῆς αὐθαιρεσίας». bbox=[30, 1491, 200, 1535]
pork-text: Τό ὑπουργεῖον Κοινωνικῆς Προνοίας ἀνακοινοῖ ὅτι ἐλήφθησαν μέτρα διά τήν ἐξασφάλισιν τῆς τροφοδοσίας τῆς ἀγορᾶς μέ χοιρεῖον κρέας εἰς προσιτάς τιμάς. bbox=[390, 817, 577, 873]
serial-paragraph: «Ἀλλά ποιός θά πῆ τί εἶναι ἡ ψυχή; Ἐκεῖνος πού ἀγαπᾶ ἔχει τό δικαίωμα νά τήν ἀναζητᾶ μέσα στήν ὕλη, ὅπως ἐκεῖνος πού πιστεύει τήν ἀναζητεῖ μέσα στόν οὐρανό. bbox=[30, 346, 200, 401]
share-cell: Ἡρακ. bbox=[1404, 1215, 1444, 1228]
labour-congress-text: Συνεχίσθησαν αἱ ἐργασίαι τοῦ συνεδρίου μέ τήν συζήτησιν τῶν ἐργατικῶν ζητημάτων. bbox=[1355, 1002, 1548, 1035]
shares-header-row bbox=[1404, 1126, 1548, 1138]
loan-cell: 104.000 bbox=[1288, 1211, 1350, 1226]
fox-ad-address: Τροίας 32 - Τηλ. 81-742 bbox=[707, 1308, 826, 1320]
divider bbox=[596, 1668, 938, 1669]
share-cell: Χαλ. bbox=[1404, 1297, 1462, 1309]
handwriting-stroke bbox=[47, 1050, 194, 1053]
land-text: Ἀνεκοινώθη ὁ κατάλογος τῶν ἐκτάσεων αἱ ὁποῖαι ἐκρίθησαν ἀκατάλληλοι. bbox=[957, 1144, 1144, 1176]
loan-cell: 23.000 bbox=[1288, 1138, 1350, 1153]
rent-ad-footer: ΕΝΟΙΚΙΑ ΛΟΓΙΚΑ bbox=[676, 1554, 858, 1579]
land-headline: ΑΙ ΕΚΤΑΣΕΙΣ ΚΡΙΘΕΝΤΩΝ ΑΚΑΤΑΛΛΗΛΩΝ ΚΟΜΑΡΩΝ bbox=[977, 1117, 1123, 1141]
loan-cell: — bbox=[1349, 1166, 1399, 1181]
divider bbox=[587, 723, 947, 725]
farmers-text: ΛΑΜΙΑ, 5. (Τοῦ ἀνταποκριτοῦ μας). — Οἱ ἀγρόται τῆς Φθιώτιδος διαμαρτύρονται διά τήν καθυστέρησιν τῆς καταβολῆς τῆς ἀξίας τῶν προϊόντων των. bbox=[390, 911, 577, 966]
coffee-text: Διατίθενται 1100 σάκκοι καφέ διά τάς ἀνάγκας τῆς ἐπαρχίας. bbox=[957, 789, 1144, 810]
alarm-paragraph: τοῦ νά ἀπομακρυνθοῦν αἱ διάφοροι κόμματα. Ἡ προσπάθεια τῆς ἑνώσεως ὅλων τῶν ἐθνικῶν δυνάμεων εἶναι ἀνάγκη τῆς στιγμῆς. bbox=[1355, 536, 1548, 580]
oligarchy-paragraph: «Ἡ ἐλευθερία τοῦ τύπου», ἔγραφε ὁ Καλλιφρονᾶς, «εἶναι τό ἀσφαλέστερο ὅπλο τοῦ λαοῦ ἐναντίον τῆς αὐθαιρεσίας». bbox=[209, 1272, 380, 1316]
divider bbox=[1154, 679, 1548, 680]
